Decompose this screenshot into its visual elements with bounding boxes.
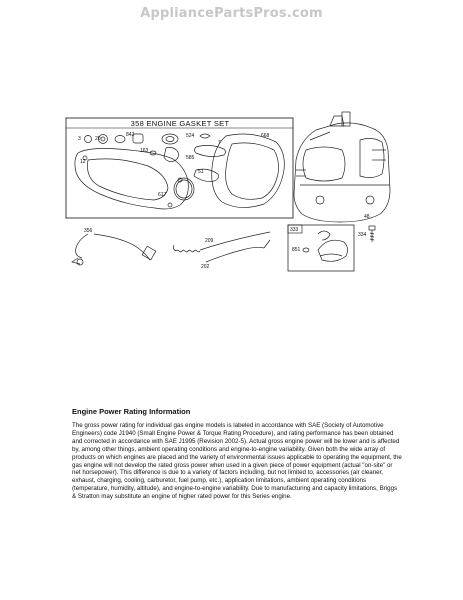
callout-163: 163	[140, 148, 149, 154]
callout-668: 668	[261, 133, 270, 139]
ignition-lead-art	[72, 234, 156, 265]
callout-51: 51	[198, 169, 204, 175]
callout-48: 48	[364, 214, 370, 220]
callout-585: 585	[186, 155, 195, 161]
callout-842: 842	[126, 132, 135, 138]
info-heading: Engine Power Rating Information	[72, 407, 191, 416]
power-rating-info	[72, 407, 402, 501]
callout-356: 356	[84, 228, 93, 234]
callout-334: 334	[358, 232, 367, 238]
callout-202: 202	[201, 264, 210, 270]
callout-3: 3	[78, 136, 81, 142]
callout-333: 333	[290, 227, 299, 233]
governor-spring-art	[173, 232, 270, 262]
callout-7: 7	[218, 140, 221, 146]
callout-617: 617	[158, 192, 167, 198]
callout-851: 851	[292, 247, 301, 253]
gasket-set-title: 358 ENGINE GASKET SET	[130, 119, 230, 128]
gasket-set-box	[66, 118, 293, 218]
engine-block-art	[294, 112, 390, 222]
callout-209: 209	[205, 238, 214, 244]
site-watermark: AppliancePartsPros.com	[140, 6, 323, 21]
callout-524: 524	[186, 133, 195, 139]
gasket-parts-art	[75, 134, 284, 209]
callout-12: 12	[80, 159, 86, 165]
callout-20: 20	[95, 136, 101, 142]
info-body: The gross power rating for individual gas engine models is labeled in accordance with SAE (Society of Automotive Engineers) code J1940 (Small Engine Power & Torque Rating Procedure), and rating performance has been obtained and corrected in accordance with SAE J1995 (Revision 2002-5). Actual gross engine power will be lower and is affected by, among other things, ambient operating conditions and engine-to-engine variability. Given both the wide array of products on which engines are placed and the variety of environmental issues applicable to operating the equipment, the gas engine will not develop the rated gross power when used in a given piece of power equipment (actual "on-site" or net horsepower). This difference is due to a variety of factors including, but not limited to, accessories (air cleaner, exhaust, charging, cooling, carburetor, fuel pump, etc.), application limitations, ambient operating conditions (temperature, humidity, altitude), and engine-to-engine variability. Due to manufacturing and capacity limitations, Briggs & Stratton may substitute an engine of higher rated power for this Series engine.	[72, 422, 402, 501]
screw-334-art	[369, 226, 375, 242]
